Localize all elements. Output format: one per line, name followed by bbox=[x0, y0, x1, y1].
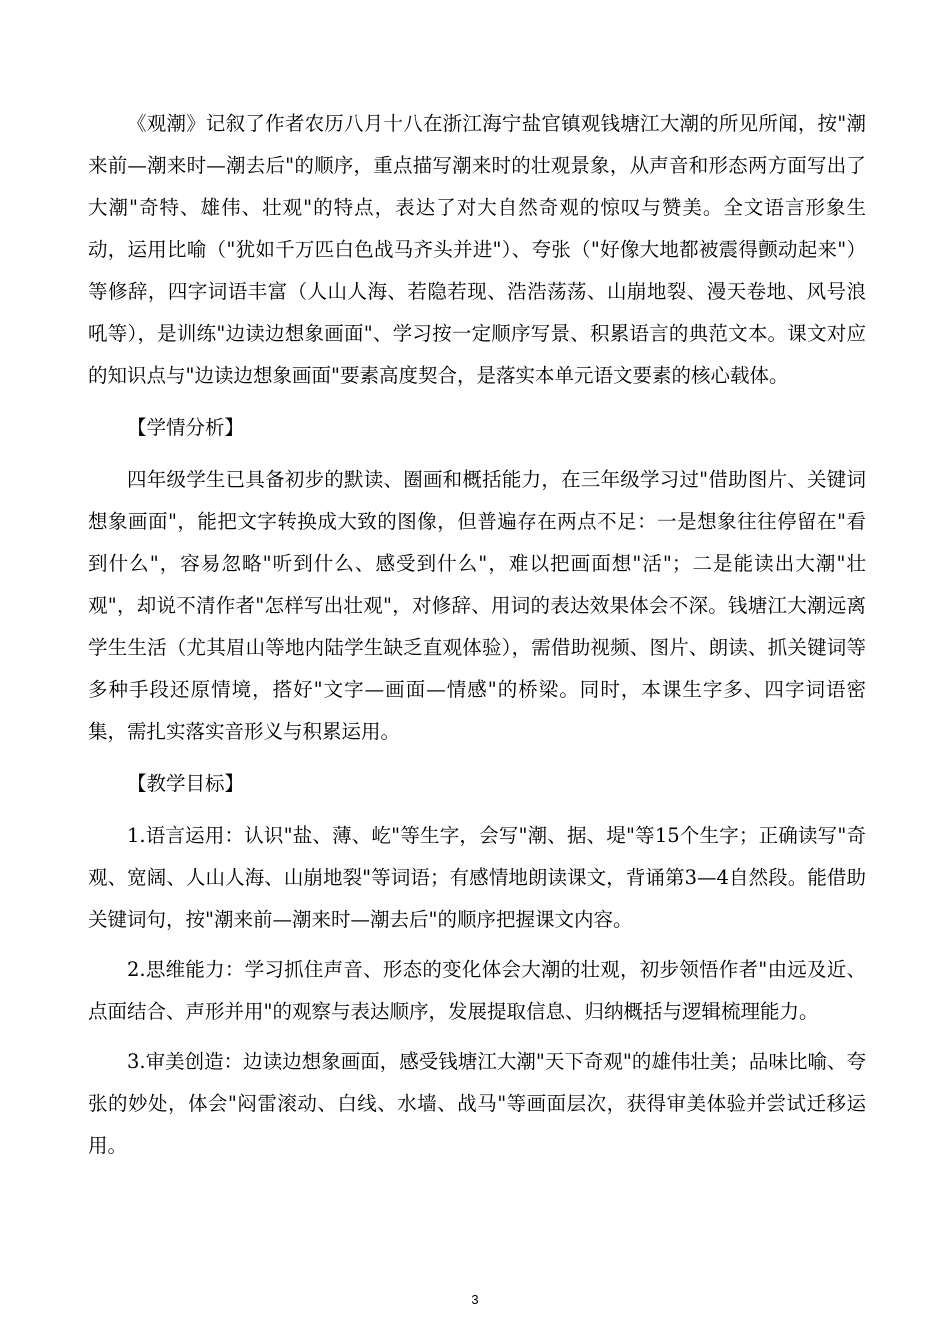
section-heading-student-analysis: 【学情分析】 bbox=[127, 416, 245, 439]
goal-item-aesthetic: 3.审美创造：边读边想象画面，感受钱塘江大潮"天下奇观"的雄伟壮美；品味比喻、夸张的妙处，体会"闷雷滚动、白线、水墙、战马"等画面层次，获得审美体验并尝试迁移运用。 bbox=[88, 1050, 866, 1157]
goal-item-language: 1.语言运用：认识"盐、薄、屹"等生字，会写"潮、据、堤"等15个生字；正确读写"奇观、宽阔、人山人海、山崩地裂"等词语；有感情地朗读课文，背诵第3—4自然段。能借助关键词句，按"潮来前—潮来时—潮去后"的顺序把握课文内容。 bbox=[88, 824, 866, 931]
document-body bbox=[88, 103, 866, 1167]
page-number: 3 bbox=[471, 1292, 479, 1307]
section-heading-teaching-goals: 【教学目标】 bbox=[127, 772, 245, 795]
intro-paragraph: 《观潮》记叙了作者农历八月十八在浙江海宁盐官镇观钱塘江大潮的所见所闻，按"潮来前—潮来时—潮去后"的顺序，重点描写潮来时的壮观景象，从声音和形态两方面写出了大潮"奇特、雄伟、壮观"的特点，表达了对大自然奇观的惊叹与赞美。全文语言形象生动，运用比喻（"犹如千万匹白色战马齐头并进"）、夸张（"好像大地都被震得颤动起来"）等修辞，四字词语丰富（人山人海、若隐若现、浩浩荡荡、山崩地裂、漫天卷地、风号浪吼等），是训练"边读边想象画面"、学习按一定顺序写景、积累语言的典范文本。课文对应的知识点与"边读边想象画面"要素高度契合，是落实本单元语文要素的核心载体。 bbox=[88, 112, 866, 387]
goal-item-thinking: 2.思维能力：学习抓住声音、形态的变化体会大潮的壮观，初步领悟作者"由远及近、点面结合、声形并用"的观察与表达顺序，发展提取信息、归纳概括与逻辑梳理能力。 bbox=[88, 958, 866, 1023]
student-analysis-paragraph: 四年级学生已具备初步的默读、圈画和概括能力，在三年级学习过"借助图片、关键词想象画面"，能把文字转换成大致的图像，但普遍存在两点不足：一是想象往往停留在"看到什么"，容易忽略"听到什么、感受到什么"，难以把画面想"活"；二是能读出大潮"壮观"，却说不清作者"怎样写出壮观"，对修辞、用词的表达效果体会不深。钱塘江大潮远离学生生活（尤其眉山等地内陆学生缺乏直观体验），需借助视频、图片、朗读、抓关键词等多种手段还原情境，搭好"文字—画面—情感"的桥梁。同时，本课生字多、四字词语密集，需扎实落实音形义与积累运用。 bbox=[88, 468, 866, 743]
